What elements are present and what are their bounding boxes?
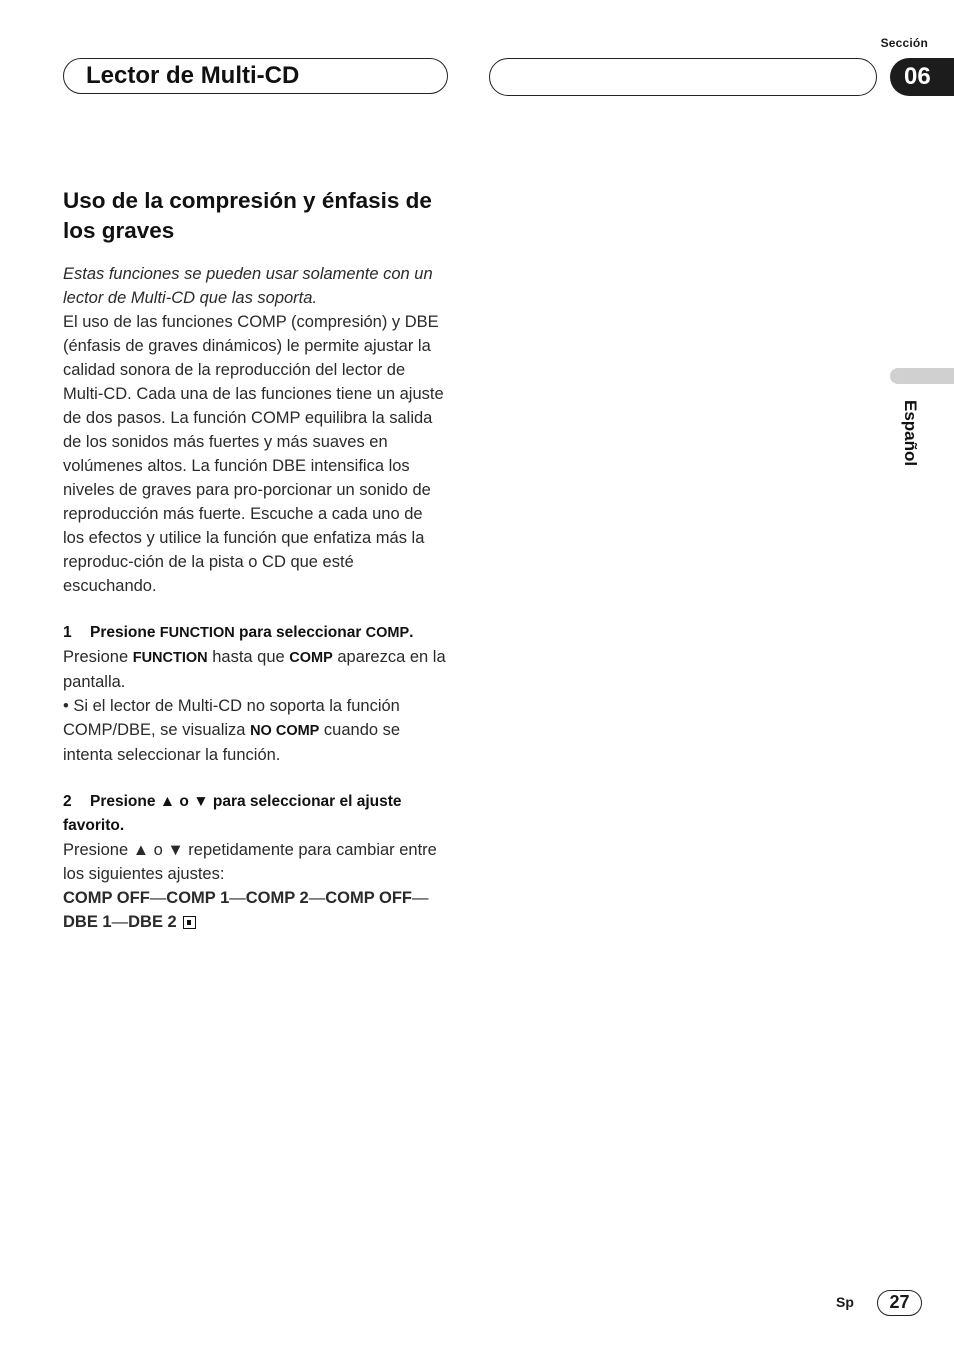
- sequence-item: COMP 2: [245, 889, 309, 907]
- step-1-keyword-comp: COMP: [365, 625, 410, 641]
- step-1-note-text-2: cuando se intenta seleccionar la función.: [63, 721, 401, 764]
- step-2-title-text: Presione ▲ o ▼ para seleccionar el ajuste favorito.: [63, 793, 402, 834]
- page-number: 27: [877, 1290, 922, 1316]
- chapter-title-frame: [63, 58, 448, 94]
- end-of-section-icon: [183, 916, 196, 929]
- step-1-note-keyword: NO COMP: [250, 723, 320, 739]
- step-1-keyword-function: FUNCTION: [159, 625, 235, 641]
- header-empty-frame: [489, 58, 877, 96]
- step-1-number: 1: [63, 624, 72, 641]
- step-2-body: Presione ▲ o ▼ repetidamente para cambiar entre los siguientes ajustes:: [63, 841, 437, 883]
- step-1-title-text-2: para seleccionar: [234, 624, 366, 641]
- step-2-title: [63, 790, 448, 838]
- step-1-body-keyword-comp: COMP: [289, 650, 333, 666]
- sequence-item: COMP OFF: [325, 889, 412, 907]
- intro-note: Estas funciones se pueden usar solamente con un lector de Multi-CD que las soporta.: [63, 265, 433, 307]
- footer-language-code: Sp: [836, 1294, 854, 1310]
- section-number-tab: [890, 58, 954, 96]
- sequence-separator: —: [111, 913, 129, 931]
- step-1-body-text-3: aparezca en la pantalla.: [63, 648, 446, 691]
- chapter-title: Lector de Multi-CD: [86, 62, 300, 89]
- sequence-separator: —: [229, 889, 246, 907]
- step-1-note: [63, 694, 448, 767]
- step-1-title-text: Presione: [90, 624, 160, 641]
- main-content: [63, 186, 448, 934]
- intro-paragraph: El uso de las funciones COMP (compresión) y DBE (énfasis de graves dinámicos) le permite ajustar la calidad sonora de la reproducción del lector de Multi-CD. Cada una de las funciones tiene un ajuste de dos pasos. La función COMP equilibra la salida de los sonidos más fuertes y más suaves en volúmenes altos. La función DBE intensifica los niveles de graves para pro-porcionar un sonido de reproducción más fuerte. Escuche a cada uno de los efectos y utilice la función que enfatiza más la reproduc-ción de la pista o CD que esté escuchando.: [63, 313, 444, 595]
- step-1-body-text: Presione: [63, 648, 133, 666]
- section-heading: Uso de la compresión y énfasis de los graves: [63, 188, 432, 243]
- step-1-body-keyword-function: FUNCTION: [132, 650, 208, 666]
- settings-sequence: [63, 886, 448, 934]
- step-1-note-text: • Si el lector de Multi-CD no soporta la función COMP/DBE, se visualiza: [63, 697, 400, 739]
- step-1-body-text-2: hasta que: [207, 648, 290, 666]
- step-1-body: [63, 645, 448, 694]
- sequence-separator: —: [412, 889, 429, 907]
- language-tab-marker: [890, 368, 954, 384]
- language-label: Español: [901, 400, 920, 467]
- step-1-title: [63, 621, 448, 645]
- section-number: 06: [904, 63, 931, 90]
- step-1-title-end: .: [409, 624, 414, 641]
- sequence-item: COMP 1: [166, 889, 230, 907]
- section-label: Sección: [880, 36, 928, 50]
- sequence-item: COMP OFF: [63, 889, 150, 907]
- sequence-separator: —: [149, 889, 167, 907]
- step-2-number: 2: [63, 793, 72, 810]
- sequence-separator: —: [308, 889, 326, 907]
- sequence-item: DBE 1: [63, 913, 112, 931]
- sequence-item: DBE 2: [128, 913, 177, 931]
